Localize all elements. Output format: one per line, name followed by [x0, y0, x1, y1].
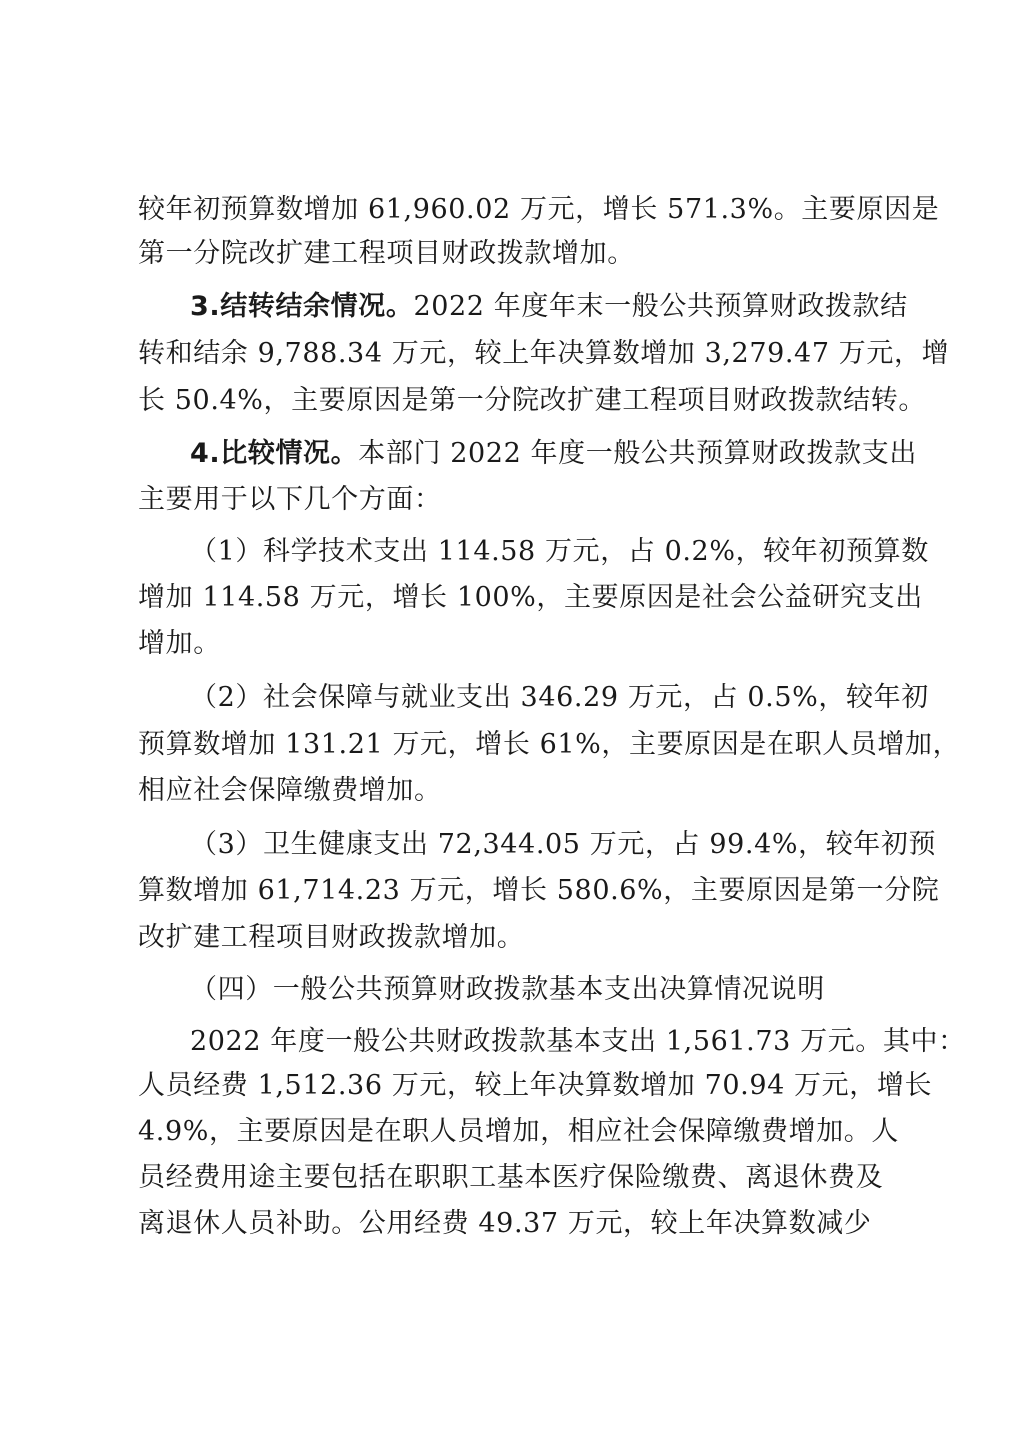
- text-line: 员经费用途主要包括在职职工基本医疗保险缴费、离退休费及: [138, 1162, 884, 1193]
- text-line: （2）社会保障与就业支出 346.29 万元，占 0.5%，较年初: [190, 682, 929, 713]
- subsection-heading: （四）一般公共预算财政拨款基本支出决算情况说明: [190, 974, 825, 1005]
- text-line: 长 50.4%，主要原因是第一分院改扩建工程项目财政拨款结转。: [138, 385, 926, 416]
- section-heading-carryover: 3.结转结余情况。: [190, 291, 414, 322]
- paragraph-first-line: [190, 287, 908, 327]
- text-span: 本部门 2022 年度一般公共预算财政拨款支出: [358, 438, 917, 469]
- text-line: 2022 年度一般公共财政拨款基本支出 1,561.73 万元。其中：: [190, 1026, 966, 1057]
- text-line: （3）卫生健康支出 72,344.05 万元，占 99.4%，较年初预: [190, 829, 937, 860]
- text-span: 2022 年度年末一般公共预算财政拨款结: [413, 291, 908, 322]
- text-line: 第一分院改扩建工程项目财政拨款增加。: [138, 238, 635, 269]
- text-line: 增加。: [138, 628, 221, 659]
- text-line: 人员经费 1,512.36 万元，较上年决算数增加 70.94 万元，增长: [138, 1070, 933, 1101]
- text-line: 增加 114.58 万元，增长 100%，主要原因是社会公益研究支出: [138, 582, 923, 613]
- text-line: 算数增加 61,714.23 万元，增长 580.6%，主要原因是第一分院: [138, 875, 940, 906]
- text-line: 较年初预算数增加 61,960.02 万元，增长 571.3%。主要原因是: [138, 194, 940, 225]
- text-line: 预算数增加 131.21 万元，增长 61%，主要原因是在职人员增加，: [138, 729, 961, 760]
- text-line: 相应社会保障缴费增加。: [138, 775, 442, 806]
- text-line: 4.9%，主要原因是在职人员增加，相应社会保障缴费增加。人: [138, 1116, 899, 1147]
- text-line: （1）科学技术支出 114.58 万元，占 0.2%，较年初预算数: [190, 536, 929, 567]
- text-line: 离退休人员补助。公用经费 49.37 万元，较上年决算数减少: [138, 1208, 872, 1239]
- paragraph-first-line: [190, 434, 917, 474]
- section-heading-comparison: 4.比较情况。: [190, 438, 359, 469]
- text-line: 改扩建工程项目财政拨款增加。: [138, 922, 525, 953]
- text-line: 主要用于以下几个方面：: [138, 484, 442, 515]
- text-line: 转和结余 9,788.34 万元，较上年决算数增加 3,279.47 万元，增: [138, 338, 950, 369]
